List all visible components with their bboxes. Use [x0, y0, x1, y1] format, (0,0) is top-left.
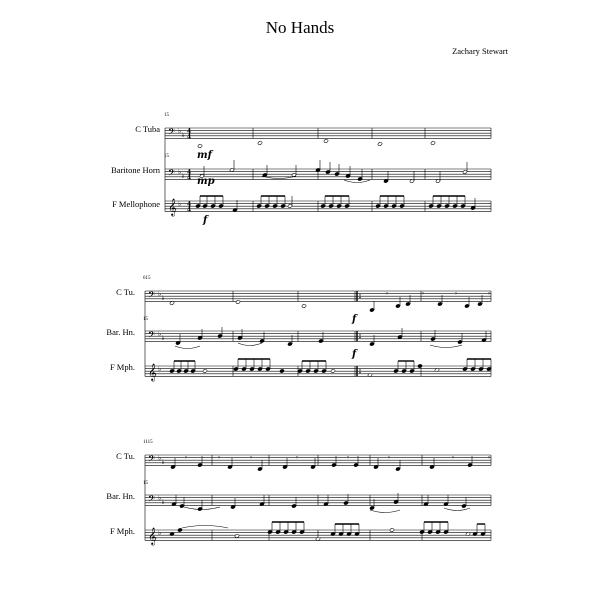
flat-icon: ♭	[181, 172, 185, 180]
staff-label-f-mph: F Mph.	[109, 362, 135, 372]
dynamic-mf: mf	[197, 150, 212, 161]
repeat-dot	[359, 337, 360, 338]
rest-icon: 𝄾	[296, 454, 298, 462]
note-head	[236, 300, 241, 304]
measure-number: 615	[143, 276, 151, 281]
note-head	[280, 369, 285, 373]
flat-icon: ♭	[161, 498, 165, 506]
staff-label-bar-hn: Bar. Hn.	[106, 491, 135, 501]
rest-icon: 𝄾	[250, 454, 252, 462]
rest-icon: 𝄾	[388, 454, 390, 462]
rest-icon: 𝄾	[422, 290, 424, 298]
flat-icon: ♭	[158, 529, 162, 537]
flat-icon: ♭	[178, 200, 182, 208]
bass-clef-icon: 𝄢	[148, 329, 156, 343]
flat-icon: ♭	[158, 330, 162, 338]
staff-lines	[145, 128, 491, 540]
notes	[170, 139, 492, 541]
rest-icon: 𝄾	[452, 454, 454, 462]
measure-number: 1115	[143, 440, 153, 445]
note-head	[331, 369, 336, 373]
slur	[175, 346, 200, 349]
flat-icon: ♭	[158, 365, 162, 373]
treble-clef-icon: 𝄞	[168, 198, 177, 216]
staff-label-f-mellophone: F Mellophone	[112, 199, 160, 209]
treble-clef-icon: 𝄞	[148, 363, 157, 381]
repeat-dot	[359, 372, 360, 373]
flat-icon: ♭	[178, 127, 182, 135]
rest-icon: 𝄾	[218, 454, 220, 462]
note-head	[324, 139, 329, 143]
note-head	[390, 528, 395, 532]
slur	[344, 180, 370, 183]
flat-icon: ♭	[161, 334, 165, 342]
note-head	[418, 364, 423, 368]
rest-icon: 𝄾	[386, 290, 388, 298]
bass-clef-icon: 𝄢	[148, 289, 156, 303]
staff-label-baritone-horn: Baritone Horn	[111, 165, 160, 175]
time-signature: 4	[187, 206, 192, 214]
score-title: No Hands	[265, 18, 335, 37]
flat-icon: ♭	[178, 168, 182, 176]
note-head	[431, 141, 436, 145]
staff-label-c-tuba: C Tuba	[135, 124, 160, 134]
time-signature: 4	[187, 169, 192, 176]
flat-icon: ♭	[158, 290, 162, 298]
rest-icon: 𝄾	[488, 454, 490, 462]
measure-number: 15	[164, 113, 169, 118]
slur	[444, 508, 470, 511]
bass-clef-icon: 𝄢	[168, 126, 176, 140]
flat-icon: ♭	[161, 294, 165, 302]
slur	[182, 526, 228, 529]
note-head	[178, 528, 183, 532]
rest-icon: 𝄾	[488, 290, 490, 298]
bass-clef-icon: 𝄢	[148, 453, 156, 467]
slur	[430, 345, 462, 348]
flat-icon: ♭	[181, 131, 185, 139]
treble-clef-icon: 𝄞	[148, 527, 157, 545]
note-head	[258, 141, 263, 145]
slur	[238, 343, 262, 346]
note-head	[378, 142, 383, 146]
flat-icon: ♭	[158, 454, 162, 462]
flat-icon: ♭	[158, 494, 162, 502]
note-head	[203, 369, 208, 373]
staff-label-c-tu: C Tu.	[116, 451, 135, 461]
bass-clef-icon: 𝄢	[168, 167, 176, 181]
note-head	[235, 534, 240, 538]
note-head	[198, 144, 203, 148]
rest-icon: 𝄾	[347, 454, 349, 462]
staff-label-c-tu: C Tu.	[116, 287, 135, 297]
staff-label-bar-hn: Bar. Hn.	[106, 327, 135, 337]
slur	[370, 510, 400, 513]
time-signature: 4	[187, 201, 192, 208]
slur	[262, 176, 296, 179]
measure-number: 15	[143, 481, 148, 486]
rest-icon: 𝄾	[455, 290, 457, 298]
time-signature: 4	[187, 128, 192, 135]
repeat-dot	[359, 294, 360, 295]
dynamic-f: f	[203, 215, 208, 226]
dynamic-mp: mp	[197, 176, 215, 187]
time-signature: 4	[187, 174, 192, 182]
measure-number: 15	[164, 154, 169, 159]
dynamic-f: f	[352, 314, 357, 325]
staff-label-f-mph: F Mph.	[109, 526, 135, 536]
dynamic-f: f	[352, 349, 357, 360]
repeat-dot	[359, 334, 360, 335]
rest-icon: 𝄾	[185, 454, 187, 462]
time-signature: 4	[187, 133, 192, 141]
repeat-dot	[359, 297, 360, 298]
flat-icon: ♭	[161, 458, 165, 466]
repeat-dot	[359, 369, 360, 370]
measure-number: 15	[143, 317, 148, 322]
composer-name: Zachary Stewart	[452, 46, 508, 56]
note-head	[302, 304, 307, 308]
bass-clef-icon: 𝄢	[148, 493, 156, 507]
